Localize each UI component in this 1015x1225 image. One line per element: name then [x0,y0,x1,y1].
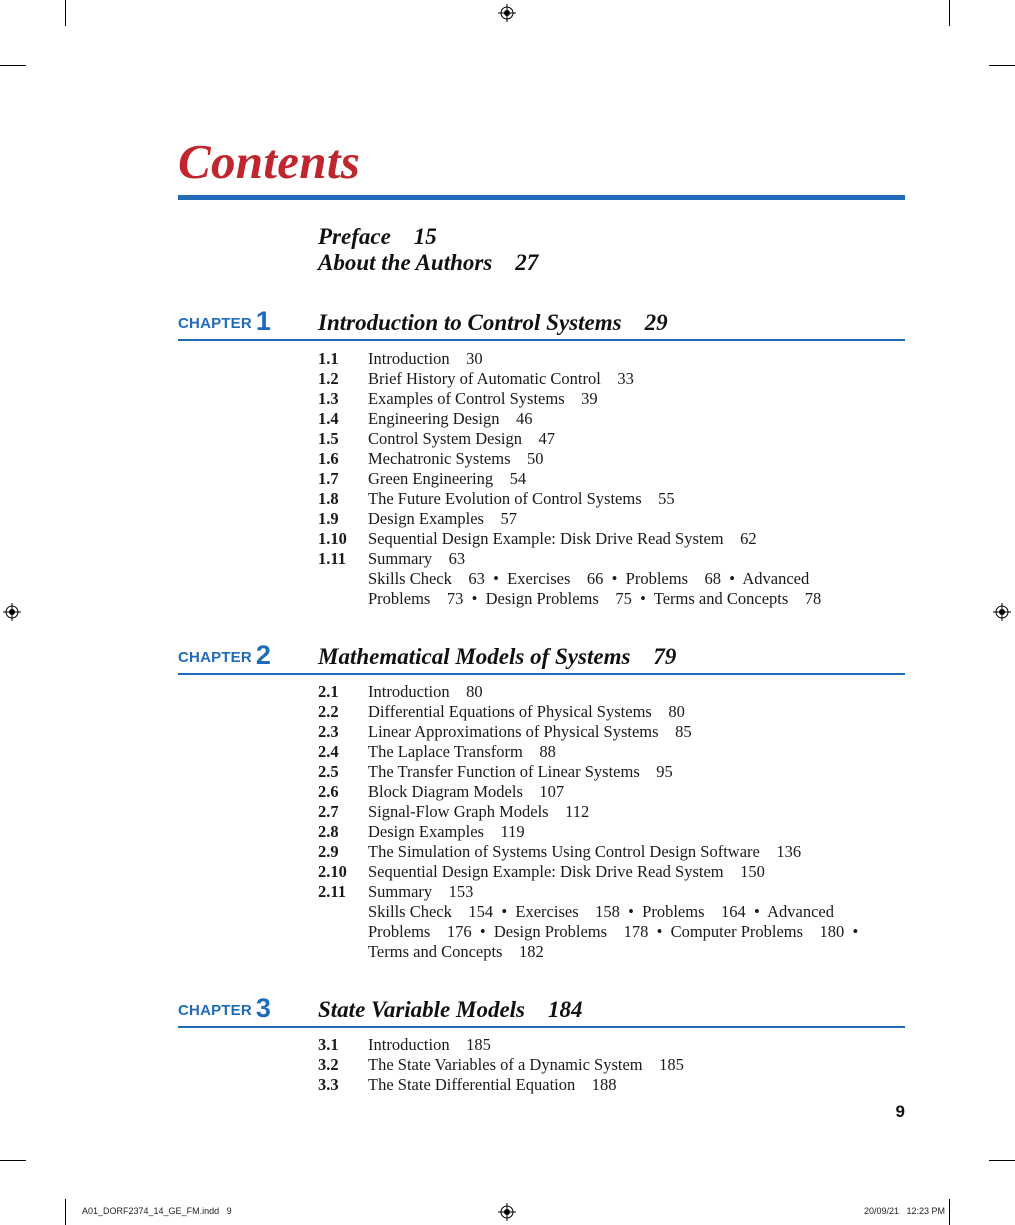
section-title-text: Brief History of Automatic Control [368,369,601,388]
section-number: 2.3 [318,722,339,741]
section-page: 55 [658,489,675,508]
section-title [368,702,685,722]
section-title [368,1035,491,1055]
section-number: 1.3 [318,389,339,408]
section-title [368,349,483,369]
toc-entry [318,369,905,389]
chapter-number: 2 [255,640,272,670]
section-number: 1.10 [318,529,347,548]
registration-mark-icon [993,603,1011,621]
section-title-text: Introduction [368,1035,450,1054]
crop-mark [0,65,26,66]
front-matter-authors [318,250,538,276]
chapter-heading-3 [178,993,905,1028]
section-title-text: Differential Equations of Physical Systems [368,702,652,721]
section-title [368,682,483,702]
page-title: Contents [178,134,361,189]
section-title [368,782,564,802]
section-page: 150 [740,862,765,881]
section-number: 1.5 [318,429,339,448]
chapter-page: 29 [644,310,668,335]
front-matter-label: About the Authors [318,250,493,275]
toc-entry [318,702,905,722]
toc-entry [318,429,905,449]
section-number: 3.1 [318,1035,339,1054]
section-page: 185 [466,1035,491,1054]
registration-mark-icon [3,603,21,621]
section-number: 2.8 [318,822,339,841]
chapter-3-sections [318,1035,905,1095]
section-title [368,389,598,409]
section-number: 2.4 [318,742,339,761]
section-page: 95 [656,762,673,781]
section-title [368,882,473,902]
section-title [368,509,517,529]
section-page: 57 [500,509,517,528]
section-number: 1.2 [318,369,339,388]
chapter-title-text: Introduction to Control Systems [318,310,622,335]
chapter-heading-2 [178,640,905,675]
section-title-text: The State Variables of a Dynamic System [368,1055,643,1074]
section-number: 2.9 [318,842,339,861]
section-number: 2.5 [318,762,339,781]
section-title-text: Design Examples [368,509,484,528]
page-number: 9 [895,1102,905,1121]
section-title-text: Summary [368,882,433,901]
section-title-text: Sequential Design Example: Disk Drive Read System [368,862,724,881]
section-title-text: Sequential Design Example: Disk Drive Read System [368,529,724,548]
section-title [368,409,533,429]
section-title [368,722,692,742]
section-title [368,429,555,449]
slug-timestamp: 20/09/21 12:23 PM [863,1206,945,1216]
end-of-chapter-line: Skills Check 63 • Exercises 66 • Problems 68 • Advanced [368,569,810,588]
section-page: 136 [776,842,802,861]
section-title [368,862,765,882]
chapter-1-sections [318,349,905,609]
section-page: 80 [668,702,685,721]
section-title-text: The State Differential Equation [368,1075,576,1094]
section-page: 46 [516,409,533,428]
section-number: 2.11 [318,882,346,901]
front-matter-label: Preface [318,224,391,249]
chapter-page: 184 [548,997,583,1022]
chapter-page: 79 [653,644,677,669]
section-title-text: Introduction [368,349,450,368]
section-title-text: Engineering Design [368,409,500,428]
section-title [368,1055,684,1075]
section-number: 3.3 [318,1075,339,1094]
toc-entry [318,389,905,409]
section-title [368,489,675,509]
toc-entry [318,742,905,762]
section-title-text: Block Diagram Models [368,782,523,801]
section-number: 1.1 [318,349,339,368]
section-page: 30 [466,349,483,368]
crop-mark [989,1160,1015,1161]
toc-entry [318,802,905,822]
chapter-word: CHAPTER [178,649,252,666]
section-title [368,469,526,489]
section-number: 1.9 [318,509,339,528]
crop-mark [989,65,1015,66]
chapter-number: 1 [255,306,272,336]
section-number: 1.8 [318,489,339,508]
toc-entry [318,782,905,802]
chapter-heading-1 [178,306,905,341]
front-matter-preface [318,224,437,250]
section-page: 62 [740,529,757,548]
section-title [368,449,544,469]
toc-entry [318,489,905,509]
front-matter-page: 15 [413,224,437,249]
toc-entry [318,762,905,782]
registration-mark-icon [498,4,516,22]
crop-mark [949,0,950,26]
section-number: 2.1 [318,682,339,701]
section-page: 63 [448,549,466,568]
section-title [368,1075,617,1095]
section-page: 188 [591,1075,617,1094]
toc-entry [318,549,905,569]
crop-mark [0,1160,26,1161]
section-page: 85 [675,722,692,741]
title-rule [178,195,905,200]
toc-entry [318,449,905,469]
chapter-word: CHAPTER [178,1002,252,1019]
section-number: 3.2 [318,1055,339,1074]
section-title-text: The Future Evolution of Control Systems [368,489,642,508]
section-page: 119 [500,822,525,841]
section-number: 2.10 [318,862,347,881]
toc-entry [318,1075,905,1095]
section-number: 1.4 [318,409,339,428]
section-title-text: Linear Approximations of Physical Systems [368,722,659,741]
section-number: 2.7 [318,802,339,821]
section-page: 153 [448,882,474,901]
toc-entry [318,822,905,842]
toc-entry [318,882,905,902]
toc-entry [318,529,905,549]
crop-mark [65,0,66,26]
section-page: 54 [509,469,527,488]
toc-entry [318,722,905,742]
section-page: 88 [539,742,556,761]
end-of-chapter-line: Terms and Concepts 182 [368,942,544,961]
toc-entry [318,842,905,862]
section-title [368,742,556,762]
section-number: 2.2 [318,702,339,721]
section-page: 185 [659,1055,684,1074]
section-title-text: Examples of Control Systems [368,389,565,408]
section-number: 1.6 [318,449,339,468]
section-title-text: Signal-Flow Graph Models [368,802,549,821]
section-page: 33 [617,369,634,388]
end-of-chapter-line: Skills Check 154 • Exercises 158 • Problems 164 • Advanced [368,902,834,921]
section-title-text: Introduction [368,682,450,701]
end-of-chapter-line: Problems 73 • Design Problems 75 • Terms and Concepts 78 [368,589,822,608]
chapter-title [318,310,668,336]
toc-entry [318,409,905,429]
section-title-text: Green Engineering [368,469,494,488]
section-title [368,529,757,549]
section-title-text: The Laplace Transform [368,742,523,761]
chapter-title-text: Mathematical Models of Systems [318,644,631,669]
section-title [368,842,801,862]
chapter-title [318,644,676,670]
toc-entry [318,682,905,702]
chapter-title [318,997,583,1023]
end-of-chapter-line: Problems 176 • Design Problems 178 • Computer Problems 180 • [368,922,859,941]
slug-filename: A01_DORF2374_14_GE_FM.indd 9 [82,1206,232,1216]
section-page: 112 [565,802,590,821]
section-title [368,802,589,822]
toc-entry [318,1035,905,1055]
section-title [368,762,673,782]
chapter-2-sections [318,682,905,962]
toc-entry [318,862,905,882]
section-number: 2.6 [318,782,339,801]
section-page: 80 [466,682,483,701]
section-page: 39 [581,389,598,408]
crop-mark [949,1199,950,1225]
registration-mark-icon [498,1203,516,1221]
chapter-label [178,991,271,1022]
chapter-label [178,638,271,669]
section-title [368,369,634,389]
chapter-label [178,304,271,335]
section-page: 50 [527,449,544,468]
section-title-text: Summary [368,549,433,568]
toc-entry [318,1055,905,1075]
toc-entry [318,509,905,529]
toc-entry [318,349,905,369]
section-title [368,549,465,569]
section-title [368,822,525,842]
toc-entry [318,469,905,489]
section-page: 107 [539,782,565,801]
section-title-text: The Transfer Function of Linear Systems [368,762,640,781]
section-title-text: Control System Design [368,429,523,448]
section-number: 1.7 [318,469,339,488]
section-number: 1.11 [318,549,346,568]
chapter-title-text: State Variable Models [318,997,526,1022]
section-title-text: Design Examples [368,822,484,841]
section-title-text: The Simulation of Systems Using Control Design Software [368,842,760,861]
section-page: 47 [538,429,556,448]
front-matter-page: 27 [515,250,539,275]
section-title-text: Mechatronic Systems [368,449,511,468]
crop-mark [65,1199,66,1225]
chapter-number: 3 [255,993,272,1023]
chapter-word: CHAPTER [178,315,252,332]
